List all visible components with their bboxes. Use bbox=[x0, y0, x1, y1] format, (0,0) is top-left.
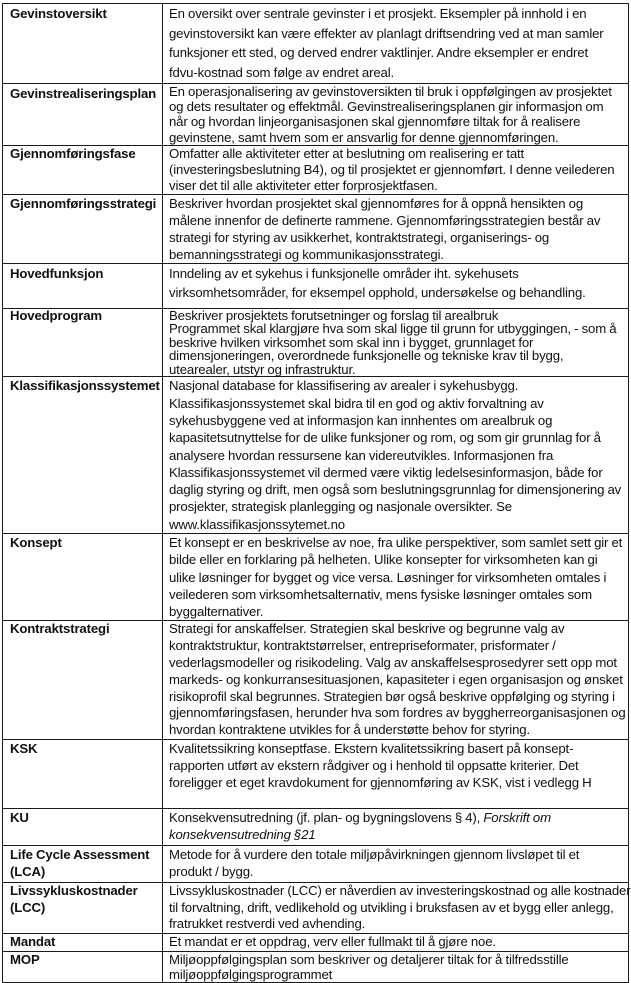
glossary-row bbox=[3, 194, 629, 263]
definition-line: til forvaltning, drift, vedlikehold og utvikling i bruksfasen av et bygg eller anlegg, bbox=[169, 899, 614, 915]
definition-line: kontraktstruktur, kontraktstørrelser, entrepriseformater, prisformater / bbox=[169, 638, 556, 654]
definition-line: Et mandat er et oppdrag, verv eller fullmakt til å gjøre noe. bbox=[169, 934, 496, 950]
definition-line: Beskriver prosjektets forutsetninger og forslag til arealbruk bbox=[169, 307, 499, 323]
glossary-row bbox=[3, 809, 629, 846]
definition-line: ulike løsninger for bygget og vice versa. Løsninger for virksomheten omtales i bbox=[169, 569, 607, 585]
term-label: Kontraktstrategi bbox=[10, 621, 110, 637]
term-cell bbox=[3, 308, 163, 377]
definition-cell bbox=[163, 308, 629, 377]
term-cell bbox=[3, 952, 163, 983]
glossary-row bbox=[3, 740, 629, 809]
glossary-row bbox=[3, 621, 629, 740]
definition-text: Konsekvensutredning (jf. plan- og bygningslovens § 4), bbox=[169, 810, 484, 826]
term-label: Hovedprogram bbox=[10, 307, 102, 323]
term-cell bbox=[3, 809, 163, 846]
term-label: Livssykluskostnader bbox=[10, 883, 138, 899]
definition-line: sykehusbyggene ved at informasjon kan innhentes om arealbruk og bbox=[169, 412, 553, 428]
term-label: (LCA) bbox=[10, 864, 46, 880]
term-label: Hovedfunksjon bbox=[10, 265, 104, 281]
definition-line bbox=[169, 809, 624, 826]
definition-cell bbox=[163, 952, 629, 983]
definition-line: Miljøoppfølgingsplan som beskriver og detaljerer tiltak for å tilfredsstille bbox=[169, 952, 569, 968]
definition-cell bbox=[163, 621, 629, 740]
definition-line: Klassifikasjonssystemet vil dermed være viktig ledelsesinformasjon, både for bbox=[169, 464, 603, 480]
definition-cell bbox=[163, 934, 629, 952]
definition-line: når og hvordan linjeorganisasjonen skal gjennomføre tiltak for å realisere bbox=[169, 114, 581, 130]
definition-line: Kvalitetssikring konseptfase. Ekstern kvalitetssikring basert på konsept- bbox=[169, 741, 574, 757]
regulation-reference: konsekvensutredning §21 bbox=[169, 827, 316, 843]
term-label: Konsept bbox=[10, 534, 62, 550]
definition-cell bbox=[163, 4, 629, 84]
term-label: Klassifikasjonssystemet bbox=[10, 378, 160, 394]
definition-line: Et konsept er en beskrivelse av noe, fra ulike perspektiver, som samlet sett gir et bbox=[169, 534, 623, 550]
definition-line: vederlagsmodeller og risikodeling. Valg av anskaffelsesprosedyrer sett opp mot bbox=[169, 655, 617, 671]
glossary-table bbox=[2, 3, 629, 983]
definition-line: strategi for styring av usikkerhet, kontraktstrategi, organiserings- og bbox=[169, 229, 550, 245]
definition-cell bbox=[163, 263, 629, 308]
definition-line: Inndeling av et sykehus i funksjonelle områder iht. sykehusets bbox=[169, 265, 519, 281]
definition-line: utearealer, utstyr og infrastruktur. bbox=[169, 361, 356, 377]
term-cell bbox=[3, 883, 163, 934]
definition-line: prosjekter, strategisk planlegging og nasjonale oversikter. Se bbox=[169, 499, 512, 515]
definition-line: viser det til alle aktiviteter etter forprosjektfasen. bbox=[169, 177, 438, 193]
definition-line: Strategi for anskaffelser. Strategien skal beskrive og begrunne valg av bbox=[169, 621, 565, 637]
definition-line: gjennomføringsfasen, herunder hva som fordres av byggherreorganisasjonen og bbox=[169, 705, 626, 721]
definition-line: bilde eller en forklaring på helheten. Ulike konsepter for virksomheten kan gi bbox=[169, 552, 598, 568]
definition-line: dimensjoneringen, overordnede funksjonelle og tekniske krav til bygg, bbox=[169, 348, 564, 364]
definition-line: byggalternativer. bbox=[169, 604, 264, 620]
glossary-row bbox=[3, 934, 629, 952]
definition-line: målene innenfor de definerte rammene. Gjennomføringsstrategien består av bbox=[169, 212, 601, 228]
definition-line: hvordan kontraktene utvikles for å understøtte behov for styring. bbox=[169, 722, 530, 738]
definition-line: foreligger et eget kravdokument for gjennomføring av KSK, vist i vedlegg H bbox=[169, 775, 592, 791]
term-label: Gevinstrealiseringsplan bbox=[10, 86, 157, 101]
definition-line: fdvu-kostnad som følge av endret areal. bbox=[169, 64, 395, 80]
definition-line: Nasjonal database for klassifisering av arealer i sykehusbygg. bbox=[169, 378, 519, 394]
definition-line: veilederen som virksomhetsalternativ, mens fysiske løsninger omtales som bbox=[169, 586, 592, 602]
definition-line: rapporten utført av ekstern rådgiver og i henhold til oppsatte kriterier. Det bbox=[169, 758, 579, 774]
definition-line: og dets resultater og effektmål. Gevinstrealiseringsplanen gir informasjon om bbox=[169, 99, 604, 115]
glossary-row bbox=[3, 4, 629, 84]
definition-line: beskrive hvilken virksomhet som skal inn i bygget, grunnlaget for bbox=[169, 334, 534, 350]
term-label: Gevinstoversikt bbox=[10, 6, 107, 21]
term-cell bbox=[3, 263, 163, 308]
term-cell bbox=[3, 84, 163, 146]
definition-line: risikoprofil skal begrunnes. Strategien bør også beskrive oppfølging og styring i bbox=[169, 688, 615, 704]
definition-line: Klassifikasjonssystemet skal bidra til en god og aktiv forvaltning av bbox=[169, 395, 544, 411]
term-label: Life Cycle Assessment bbox=[10, 847, 150, 863]
term-cell bbox=[3, 740, 163, 809]
term-label: Gjennomføringsstrategi bbox=[10, 195, 157, 211]
definition-cell bbox=[163, 84, 629, 146]
definition-line: fratrukket restverdi ved avhending. bbox=[169, 916, 366, 932]
definition-line: miljøoppfølgingsprogrammet bbox=[169, 967, 333, 983]
definition-cell bbox=[163, 846, 629, 883]
glossary-row bbox=[3, 84, 629, 146]
definition-line: Omfatter alle aktiviteter etter at beslutning om realisering er tatt bbox=[169, 145, 525, 161]
glossary-row bbox=[3, 952, 629, 983]
glossary-row bbox=[3, 308, 629, 377]
definition-line: Programmet skal klargjøre hva som skal ligge til grunn for utbyggingen, - som å bbox=[169, 321, 617, 337]
definition-line: Metode for å vurdere den totale miljøpåvirkningen gjennom livsløpet til et bbox=[169, 847, 580, 863]
glossary-row bbox=[3, 263, 629, 308]
definition-line: kapasitetsutnyttelse for de ulike funksjoner og rom, og som gir grunnlag for å bbox=[169, 430, 601, 446]
definition-cell bbox=[163, 740, 629, 809]
definition-line: produkt / bygg. bbox=[169, 864, 254, 880]
term-label: Gjennomføringsfase bbox=[10, 145, 136, 161]
definition-cell bbox=[163, 377, 629, 534]
glossary-row bbox=[3, 377, 629, 534]
glossary-row bbox=[3, 533, 629, 620]
glossary-row bbox=[3, 846, 629, 883]
definition-line: bemanningsstrategi og kommunikasjonsstrategi. bbox=[169, 246, 444, 262]
definition-line: (investeringsbeslutning B4), og til prosjektet er gjennomført. I denne veilederen bbox=[169, 161, 615, 177]
term-label: KSK bbox=[10, 741, 38, 757]
definition-line: markeds- og konkurransesituasjonen, kapasiteter i egen organisasjon og ønsket bbox=[169, 671, 623, 687]
term-label: MOP bbox=[10, 952, 40, 968]
definition-cell bbox=[163, 194, 629, 263]
term-cell bbox=[3, 846, 163, 883]
glossary-row bbox=[3, 883, 629, 934]
definition-line: analysere hvordan ressursene kan videreutvikles. Informasjonen fra bbox=[169, 447, 554, 463]
definition-line: gevinstoversikt kan være effekter av planlagt driftsendring ved at man samler bbox=[169, 25, 604, 41]
definition-line: daglig styring og drift, men også som beslutningsgrunnlag for dimensjonering av bbox=[169, 482, 622, 498]
definition-cell bbox=[163, 883, 629, 934]
definition-cell bbox=[163, 809, 629, 846]
definition-line: Livssykluskostnader (LCC) er nåverdien av investeringskostnad og alle kostnader bbox=[169, 883, 631, 899]
definition-cell bbox=[163, 533, 629, 620]
definition-cell bbox=[163, 145, 629, 194]
definition-line: En operasjonalisering av gevinstoversikten til bruk i oppfølgingen av prosjektet bbox=[169, 84, 612, 99]
klassifikasjon-link[interactable]: www.klassifikasjonssytemet.no bbox=[169, 516, 345, 532]
term-label: (LCC) bbox=[10, 899, 46, 915]
term-cell bbox=[3, 377, 163, 534]
regulation-reference: Forskrift om bbox=[483, 810, 551, 826]
term-cell bbox=[3, 194, 163, 263]
definition-line: funksjoner ett sted, og derved endrer vaktlinjer. Andre eksempler er endret bbox=[169, 45, 588, 60]
term-label: Mandat bbox=[10, 934, 56, 950]
definition-line: Beskriver hvordan prosjektet skal gjennomføres for å oppnå hensikten og bbox=[169, 195, 584, 211]
term-cell bbox=[3, 934, 163, 952]
definition-line: En oversikt over sentrale gevinster i et prosjekt. Eksempler på innhold i en bbox=[169, 6, 587, 21]
term-cell bbox=[3, 533, 163, 620]
glossary-row bbox=[3, 145, 629, 194]
definition-line: virksomhetsområder, for eksempel opphold, undersøkelse og behandling. bbox=[169, 285, 586, 301]
definition-line: gevinstene, samt hvem som er ansvarlig for denne gjennomføringen. bbox=[169, 129, 559, 145]
term-cell bbox=[3, 621, 163, 740]
term-cell bbox=[3, 4, 163, 84]
term-cell bbox=[3, 145, 163, 194]
term-label: KU bbox=[10, 810, 29, 826]
